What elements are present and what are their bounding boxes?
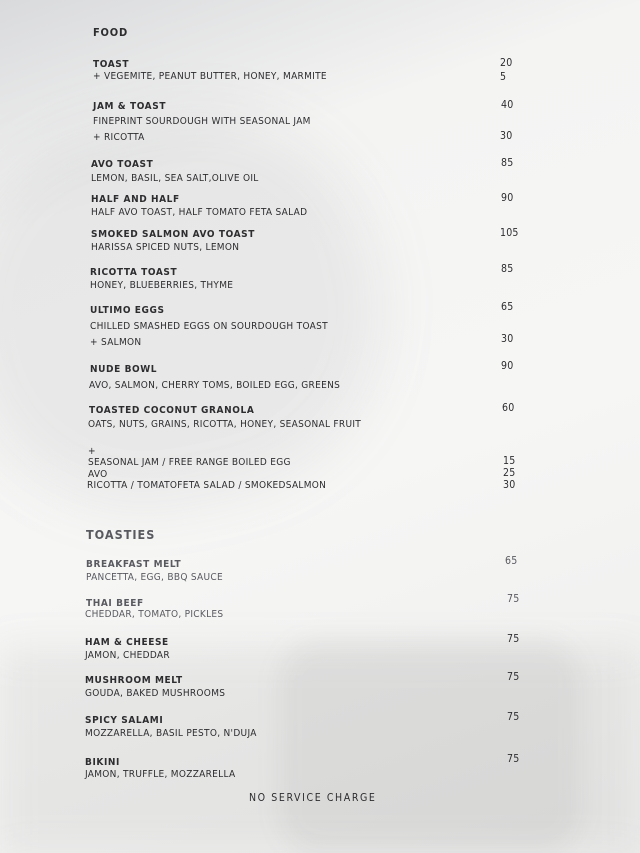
item-name-thai-beef: THAI BEEF [86, 598, 144, 609]
item-desc-ricotta-toast: HONEY, BLUEBERRIES, THYME [90, 280, 234, 291]
item-price-toast: 20 [500, 57, 513, 69]
item-name-breakfast-melt: BREAKFAST MELT [86, 559, 182, 570]
item-desc-nude-bowl: AVO, SALMON, CHERRY TOMS, BOILED EGG, GREENS [89, 380, 341, 391]
paper-shadow [280, 640, 580, 853]
extras-price: 15 [503, 455, 516, 467]
item-name-avo-toast: AVO TOAST [91, 159, 154, 170]
item-name-ricotta-toast: RICOTTA TOAST [90, 267, 178, 278]
extras-price: 30 [503, 479, 516, 491]
addon-price-ultimo-eggs: 30 [501, 333, 514, 345]
item-name-ham-cheese: HAM & CHEESE [85, 637, 169, 648]
item-desc-ham-cheese: JAMON, CHEDDAR [85, 650, 170, 661]
item-desc-spicy-salami: MOZZARELLA, BASIL PESTO, N'DUJA [85, 728, 257, 739]
addon-toast: + VEGEMITE, PEANUT BUTTER, HONEY, MARMITE [93, 71, 327, 82]
item-desc-half-and-half: HALF AVO TOAST, HALF TOMATO FETA SALAD [91, 207, 308, 218]
item-price-half-and-half: 90 [501, 192, 514, 204]
item-name-granola: TOASTED COCONUT GRANOLA [89, 405, 255, 416]
item-price-spicy-salami: 75 [507, 711, 520, 723]
item-price-thai-beef: 75 [507, 593, 520, 605]
extras-plus: + [88, 446, 96, 457]
item-desc-ultimo-eggs: CHILLED SMASHED EGGS ON SOURDOUGH TOAST [90, 321, 328, 332]
item-price-ultimo-eggs: 65 [501, 301, 514, 313]
item-name-mushroom-melt: MUSHROOM MELT [85, 675, 183, 686]
item-price-ricotta-toast: 85 [501, 263, 514, 275]
item-desc-jam-toast: FINEPRINT SOURDOUGH WITH SEASONAL JAM [93, 116, 311, 127]
extras-price: 25 [503, 467, 516, 479]
item-name-smoked-salmon: SMOKED SALMON AVO TOAST [91, 229, 255, 240]
addon-ultimo-eggs: + SALMON [90, 337, 142, 348]
extras-line: RICOTTA / TOMATOFETA SALAD / SMOKEDSALMON [87, 480, 327, 491]
footer-note: NO SERVICE CHARGE [249, 792, 377, 804]
addon-price-jam-toast: 30 [500, 130, 513, 142]
section-heading-toasties: TOASTIES [86, 527, 156, 542]
item-name-spicy-salami: SPICY SALAMI [85, 715, 164, 726]
item-name-half-and-half: HALF AND HALF [91, 194, 180, 205]
item-desc-breakfast-melt: PANCETTA, EGG, BBQ SAUCE [86, 572, 223, 583]
item-name-jam-toast: JAM & TOAST [93, 101, 167, 112]
extras-line: SEASONAL JAM / FREE RANGE BOILED EGG [88, 457, 291, 468]
item-price-bikini: 75 [507, 753, 520, 765]
item-name-bikini: BIKINI [85, 757, 120, 768]
addon-jam-toast: + RICOTTA [93, 132, 145, 143]
item-desc-thai-beef: CHEDDAR, TOMATO, PICKLES [85, 609, 224, 620]
section-heading-food: FOOD [93, 26, 129, 39]
item-desc-mushroom-melt: GOUDA, BAKED MUSHROOMS [85, 688, 226, 699]
item-price-smoked-salmon: 105 [500, 227, 519, 239]
item-desc-avo-toast: LEMON, BASIL, SEA SALT,OLIVE OIL [91, 173, 259, 184]
item-price-jam-toast: 40 [501, 99, 514, 111]
item-price-breakfast-melt: 65 [505, 555, 518, 567]
item-desc-smoked-salmon: HARISSA SPICED NUTS, LEMON [91, 242, 240, 253]
item-name-nude-bowl: NUDE BOWL [90, 364, 158, 375]
item-desc-bikini: JAMON, TRUFFLE, MOZZARELLA [85, 769, 236, 780]
item-desc-granola: OATS, NUTS, GRAINS, RICOTTA, HONEY, SEASONAL FRUIT [88, 419, 362, 430]
extras-line: AVO [88, 469, 108, 480]
item-price-ham-cheese: 75 [507, 633, 520, 645]
item-price-nude-bowl: 90 [501, 360, 514, 372]
item-price-granola: 60 [502, 402, 515, 414]
addon-price-toast: 5 [500, 71, 507, 83]
item-name-ultimo-eggs: ULTIMO EGGS [90, 305, 165, 316]
item-price-mushroom-melt: 75 [507, 671, 520, 683]
item-name-toast: TOAST [93, 59, 130, 70]
item-price-avo-toast: 85 [501, 157, 514, 169]
